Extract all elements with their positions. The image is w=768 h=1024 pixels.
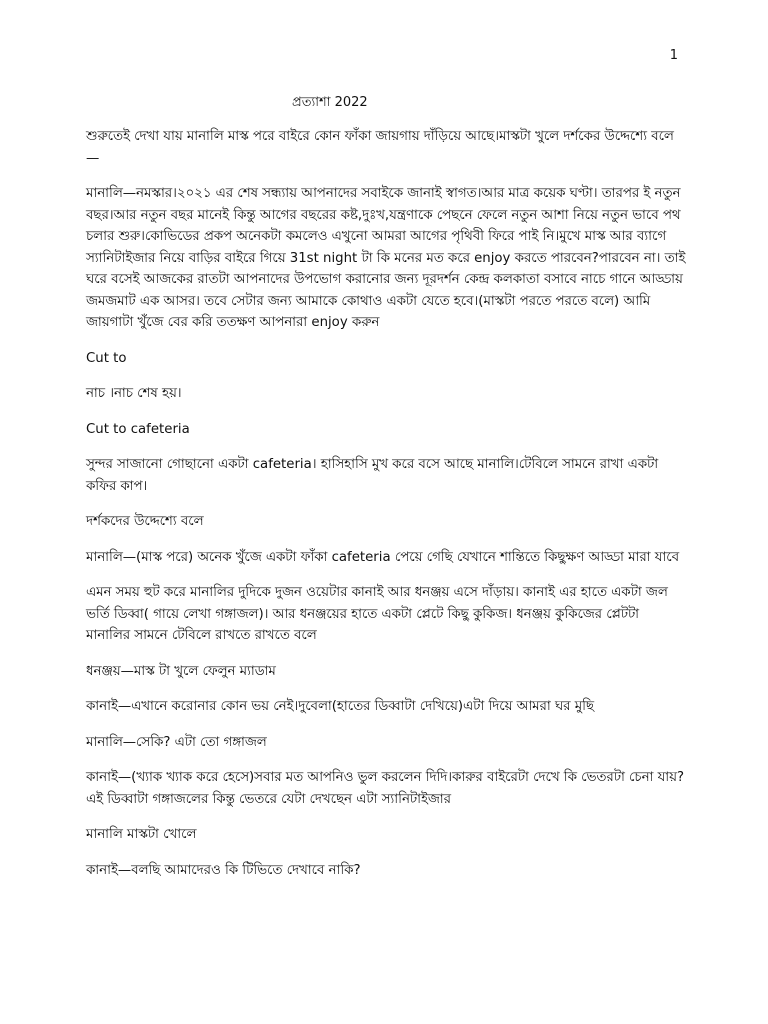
paragraph: নাচ ।নাচ শেষ হয়।	[86, 386, 182, 401]
paragraph: কানাই—(খ্যাক খ্যাক করে হেসে)সবার মত আপনিও ভুল করলেন দিদি।কারুর বাইরেটা দেখে কি ভেতরটা চেনা যায়? এই ডিব্বাটা গঙ্গাজলের কিন্তু ভেতরে যেটা দেখছেন এটা স্যানিটাইজার	[86, 770, 685, 807]
paragraph: শুরুতেই দেখা যায় মানালি মাস্ক পরে বাইরে কোন ফাঁকা জায়গায় দাঁড়িয়ে আছে।মাস্কটা খুলে দর্শকের উদ্দেশ্যে বলে—	[86, 129, 674, 166]
paragraph: মানালি—সেকি? এটা তো গঙ্গাজল	[86, 734, 267, 750]
paragraph: সুন্দর সাজানো গোছানো একটা cafeteria। হাসিহাসি মুখ করে বসে আছে মানালি।টেবিলে সামনে রাখা একটা কফির কাপ।	[86, 457, 659, 494]
page-number: 1	[669, 48, 678, 63]
paragraph: কানাই—বলছি আমাদেরও কি টিভিতে দেখাবে নাকি?	[86, 862, 361, 878]
paragraph: মানালি মাস্কটা খোলে	[86, 827, 197, 842]
document-body	[86, 126, 686, 895]
page-title: প্রত্যাশা 2022	[292, 95, 368, 110]
paragraph: মানালি—(মাস্ক পরে) অনেক খুঁজে একটা ফাঁকা cafeteria পেয়ে গেছি যেখানে শান্তিতে কিছুক্ষণ আড্ডা মারা যাবে	[86, 549, 679, 565]
paragraph: কানাই—এখানে করোনার কোন ভয় নেই।দুবেলা(হাতের ডিব্বাটা দেখিয়ে)এটা দিয়ে আমরা ঘর মুছি	[86, 699, 594, 714]
paragraph: Cut to cafeteria	[86, 421, 190, 437]
paragraph: ধনঞ্জয়—মাস্ক টা খুলে ফেলুন ম্যাডাম	[86, 663, 276, 679]
paragraph: Cut to	[86, 350, 127, 366]
paragraph: এমন সময় হুট করে মানালির দুদিকে দুজন ওয়েটার কানাই আর ধনঞ্জয় এসে দাঁড়ায়। কানাই এর হাতে একটা জল ভর্তি ডিব্বা( গায়ে লেখা গঙ্গাজল)। আর ধনঞ্জয়ের হাতে একটা প্লেটে কিছু কুকিজ। ধনঞ্জয় কুকিজের প্লেটটা মানালির সামনে টেবিলে রাখতে রাখতে বলে	[86, 585, 668, 643]
paragraph: দর্শকদের উদ্দেশ্যে বলে	[86, 514, 204, 529]
paragraph: মানালি—নমস্কার।২০২১ এর শেষ সন্ধ্যায় আপনাদের সবাইকে জানাই স্বাগত।আর মাত্র কয়েক ঘণ্টা। তারপর ই নতুন বছর।আর নতুন বছর মানেই কিন্তু আগের বছরের কষ্ট,দুঃখ,যন্ত্রণাকে পেছনে ফেলে নতুন আশা নিয়ে নতুন ভাবে পথ চলার শুরু।কোভিডের প্রকপ অনেকটা কমলেও এখুনো আমরা আগের পৃথিবী ফিরে পাই নি।মুখে মাস্ক আর ব্যাগে স্যানিটাইজার নিয়ে বাড়ির বাইরে গিয়ে 31st night টা কি মনের মত করে enjoy করতে পারবেন?পারবেন না। তাই ঘরে বসেই আজকের রাতটা আপনাদের উপভোগ করানোর জন্য দূরদর্শন কেন্দ্র কলকাতা বসাবে নাচে গানে আড্ডায় জমজমাট এক আসর। তবে সেটার জন্য আমাকে কোথাও একটা যেতে হবে।(মাস্কটা পরতে পরতে বলে) আমি জায়গাটা খুঁজে বের করি ততক্ষণ আপনারা enjoy করুন	[86, 186, 686, 330]
